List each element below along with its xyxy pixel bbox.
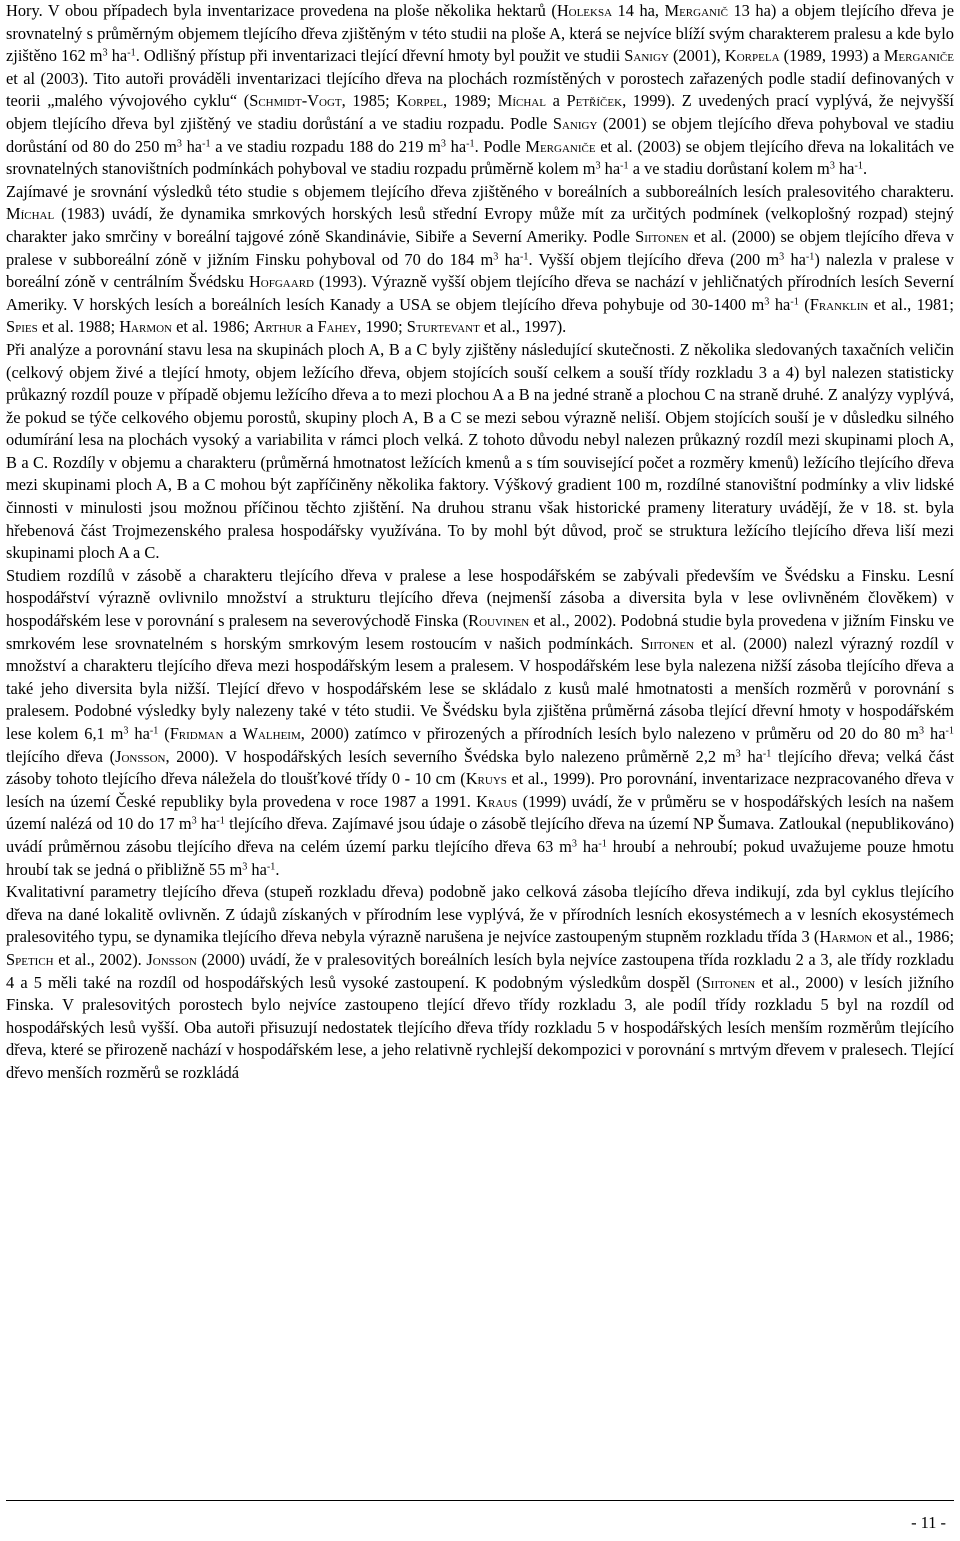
text-run: . (862, 159, 868, 179)
superscript: 3 (242, 860, 248, 872)
superscript: -1 (127, 47, 136, 59)
superscript: -1 (805, 250, 815, 262)
superscript: 3 (493, 250, 499, 262)
author-name: Arthur (253, 317, 302, 337)
text-run: (1999) uvádí, že v průměru se v hospodářských lesích na našem území nalézá od 10 do 17 m (6, 791, 955, 834)
text-run: a (223, 724, 243, 743)
text-run: ha (834, 159, 855, 179)
text-run: ha (600, 159, 621, 179)
text-run: et al., 2002). (53, 949, 147, 969)
text-run: tlejícího dřeva. Zajímavé jsou údaje o zásobě tlejícího dřeva na území NP Šumava. Zatloukal (nepublikováno) uvádí průměrnou zásobu tlejícího dřeva na celém území parku tlejícího dřeva 63 m (6, 814, 954, 856)
superscript: -1 (790, 296, 799, 308)
superscript: -1 (598, 838, 607, 850)
text-run: a ve stadiu rozpadu 188 do 219 m (210, 136, 441, 156)
text-run: (1989, 1993) a (779, 46, 884, 66)
author-name: Rouvinen (468, 611, 530, 631)
author-name: Jonsson (146, 949, 197, 969)
paragraph (6, 565, 954, 881)
text-run: et al., 2002). Podobná studie byla provedena v jižním Finsku ve smrkovém lese srovnatelném s horským smrkovým lesem rostoucím v našich podmínkách. (6, 611, 955, 653)
superscript: 3 (102, 47, 108, 59)
text-run: et al., 1997). (479, 317, 567, 337)
text-run: ha (128, 724, 150, 743)
text-run: ) nalezla v pralese v boreální zóně v centrálním Švédsku (6, 249, 954, 292)
superscript: -1 (202, 137, 211, 149)
text-run: et al., 2000) v lesích jižního Finska. V pralesovitých porostech bylo nejvíce zastoupeno tlející dřevo třídy rozkladu 3, ale podíl třídy rozkladu 5 byl na rozdíl od hospodářských lesů vyšší. Oba autoři přisuzují nedostatek tlejícího dřeva třídy rozkladu 5 v hospodářských lesích menším rozměrům tlejícího dřeva, které se přirozeně nachází v hospodářském lese, a jeho relativně rychlejší dekompozici v porovnání s mrtvým dřevem v pralesech. Tlející dřevo menších rozměrů se rozkládá (6, 972, 954, 1082)
text-run: Kvalitativní parametry tlejícího dřeva (stupeň rozkladu dřeva) podobně jako celková zásoba tlejícího dřeva indikují, zda byl cyklus tlejícího dřeva na dané lokalitě ovlivněn. Z údajů získaných v přírodním lese vyplývá, že v přírodních lesních ekosystémech a v lesních ekosystémech pralesovitého typu, se dynamika tlejícího dřeva nebyla výrazně narušena je nejvíce zastoupeným stupněm rozkladu třída 3 ( (6, 882, 954, 947)
author-name: Merganič (664, 1, 728, 20)
text-run: , 2000). V hospodářských lesích severního Švédska bylo nalezeno průměrně 2,2 m (165, 746, 736, 766)
author-name: Hofgaard (248, 272, 314, 292)
superscript: -1 (520, 250, 529, 262)
text-run: (2001), (668, 46, 725, 66)
text-run: ha (924, 724, 946, 743)
author-name: Kraus (476, 791, 518, 811)
superscript: 3 (919, 725, 925, 737)
text-run: ha (445, 136, 467, 156)
superscript: -1 (216, 815, 225, 827)
text-run: hroubí a nehroubí; pokud uvažujeme pouze hmotu hroubí tak se jedná o přibližně 55 m (6, 836, 954, 879)
paragraph (6, 181, 954, 339)
text-run: ha (181, 136, 203, 156)
text-run: ( (158, 724, 170, 743)
text-run: et al., 1999). Pro porovnání, inventarizace nezpracovaného dřeva v lesích na území České republiky byla provedena v roce 1987 a 1991. (6, 769, 954, 811)
author-name: Siitonen (640, 633, 695, 653)
text-run: tlejícího dřeva ( (6, 746, 116, 766)
text-run: ha (784, 249, 806, 269)
text-run: Zajímavé je srovnání výsledků této studie s objemem tlejícího dřeva zjištěného v boreálních a subboreálních lesích pralesovitého charakteru. (6, 181, 954, 201)
text-run: 13 ha) a objem tlejícího dřeva je srovnatelný s průměrným objemem tlejícího dřeva zjištěným v této studii na ploše A, která se nejvíce blíží svým charakterem pralesu a kde bylo zjištěno 162 m (6, 1, 954, 66)
text-run: tlejícího dřeva; velká část zásoby tohoto tlejícího dřeva náležela do tloušťkové třídy 0 - 10 cm ( (6, 746, 954, 789)
text-run: ha (196, 814, 217, 834)
text-run: . Podle (474, 136, 526, 156)
author-name: Sanigy (624, 46, 669, 66)
text-run: et al. 1988; (37, 317, 120, 337)
superscript: -1 (466, 137, 475, 149)
text-run: ha (498, 249, 521, 269)
text-run: ha (740, 746, 763, 766)
superscript: 3 (176, 137, 182, 149)
text-run: et al., 1981; (868, 294, 954, 314)
superscript: -1 (149, 725, 159, 737)
text-run: ha (107, 46, 128, 66)
text-run: Při analýze a porovnání stavu lesa na skupinách ploch A, B a C byly zjištěny následující skutečnosti. Z několika sledovaných taxačních veličin (celkový objem živé a tlející hmoty, objem ležícího dřeva, objem stojících souší celkem a souší třídy rozkladu 3 a 4) byl nalezen statisticky průkazný rozdíl pouze v případě objemu ležícího dřeva a to mezi plochou A a B na jedné straně a plochou C na straně druhé. Z analýzy vyplývá, že pokud se týče celkového objemu porostů, skupiny ploch A, B a C se mezi sebou výrazně neliší. Objem stojících souší je v důsledku silného odumírání lesa na plochách vysoký a variabilita v rámci ploch velká. Z tohoto důvodu nebyl nalezen průkazný rozdíl mezi skupinami ploch A, B a C. Rozdíly v objemu a charakteru (průměrná hmotnatost ležících kmenů a s tím související počet a rozměry kmenů) ležícího tlejícího dřeva mezi skupinami ploch A, B a C mohou být zapříčiněny několika faktory. Výškový gradient 100 m, rozdílné stanovištní podmínky a vliv lidské činnosti v minulosti jsou možnou příčinou těchto zjištění. Na druhou stranu však historické prameny literatury uvádějí, že v 18. st. byla hřebenová část Trojmezenského pralesa hospodářsky využívána. To by mohl být důvod, proč se struktura ležícího tlejícího dřeva liší mezi skupinami ploch A a C. (6, 339, 954, 563)
author-name: Petříček (566, 91, 623, 111)
text-run: a (545, 91, 567, 111)
text-run: a (301, 317, 318, 337)
text-run: (2000) uvádí, že v pralesovitých boreálních lesích byla nejvíce zastoupena třída rozkladu 2 a 3, ale třídy rozkladu 4 a 5 měli také na rozdíl od hospodářských lesů vysoké zastoupení. K podobným výsledkům dospěl ( (6, 949, 954, 992)
text-run: et al (2003). Tito autoři prováděli inventarizaci tlejícího dřeva na plochách rozmístěných v porostech zařazených podle stadií definovaných v teorii „malého vývojového cyklu“ ( (6, 68, 954, 111)
footer-rule (6, 1500, 954, 1501)
text-run: et al. (2000) se objem tlejícího dřeva v pralese v subboreální zóně v jižním Finsku pohyboval od 70 do 184 m (6, 226, 954, 269)
author-name: Fahey (317, 317, 358, 337)
superscript: 3 (764, 296, 770, 308)
page-number: - 11 - (911, 1513, 946, 1532)
text-run: 14 ha, (612, 1, 665, 20)
author-name: Siitonen (701, 972, 756, 992)
superscript: -1 (620, 160, 629, 172)
paragraph (6, 0, 954, 181)
author-name: Míchal (6, 204, 55, 224)
superscript: -1 (762, 748, 772, 760)
paragraph (6, 881, 954, 1084)
author-name: Fridman (169, 724, 224, 743)
superscript: -1 (854, 160, 863, 172)
author-name: Kruys (465, 769, 507, 789)
author-name: Spetich (6, 949, 54, 969)
author-name: Holeksa (556, 1, 613, 20)
superscript: -1 (266, 860, 276, 872)
superscript: 3 (829, 160, 835, 172)
author-name: Jonsson (115, 746, 166, 766)
author-name: Walheim (242, 724, 301, 743)
text-run: et al. 1986; (172, 317, 254, 337)
text-run: ( (798, 294, 810, 314)
text-run: (1993). Výrazně vyšší objem tlejícího dřeva se nachází v jehličnatých přírodních lesích Severní Ameriky. V horských lesích a boreálních lesích Kanady a USA se objem tlejícího dřeva pohybuje od 30-1400 m (6, 272, 955, 314)
text-run: et al. (2000) nalezl výrazný rozdíl v množství a charakteru tlejícího dřeva mezi hospodářským lesem a pralesem. V hospodářském lese byla nalezena nižší zásoba tlejícího dřeva a také jeho diversita byla nižší. Tlející dřevo v hospodářském lese se skládalo z kusů malé hmotnatosti a menších rozměrů v porovnání s pralesem. Podobné výsledky byly nalezeny také v této studii. Ve Švédsku byla zjištěna průměrná zásoba tlející dřevní hmoty v hospodářském lese kolem 6,1 m (6, 633, 954, 743)
author-name: Sanigy (552, 113, 598, 133)
text-run: . Odlišný přístup při inventarizaci tlející dřevní hmoty byl použit ve studii (135, 46, 625, 66)
author-name: Schmidt-Vogt (249, 91, 342, 111)
author-name: Korpel (396, 91, 444, 111)
superscript: -1 (945, 725, 954, 737)
author-name: Spies (6, 317, 38, 337)
paragraph (6, 339, 954, 565)
text-run: , 1999). Z uvedených prací vyplývá, že nejvyšší objem tlejícího dřeva byl zjištěný ve stadiu dorůstání a ve stadiu rozpadu. Podle (6, 91, 954, 133)
author-name: Merganiče (883, 46, 954, 66)
superscript: 3 (191, 815, 197, 827)
author-name: Harmon (819, 927, 873, 947)
superscript: 3 (595, 160, 601, 172)
text-run: Hory. V obou případech byla inventarizace provedena na ploše několika hektarů ( (6, 1, 557, 20)
author-name: Franklin (809, 294, 869, 314)
text-run: . (275, 859, 280, 879)
author-name: Míchal (497, 91, 546, 111)
author-name: Siitonen (635, 226, 689, 246)
superscript: 3 (123, 725, 129, 737)
text-run: , 1989; (443, 91, 498, 111)
text-run: ha (769, 294, 791, 314)
superscript: 3 (571, 838, 577, 850)
text-run: ha (577, 836, 599, 856)
text-run: , 2000) zatímco v přirozených a přírodních lesích bylo nalezeno v průměru od 20 do 80 m (300, 724, 920, 743)
text-run: (2001) se objem tlejícího dřeva pohyboval ve stadiu dorůstání od 80 do 250 m (6, 113, 954, 156)
text-run: . Vyšší objem tlejícího dřeva (200 m (528, 249, 780, 269)
text-run: et al., 1986; (872, 927, 955, 947)
text-run: (1983) uvádí, že dynamika smrkových horských lesů střední Evropy může mít za určitých podmínek (velkoplošný rozpad) stejný charakter jako smrčiny v boreální tajgové zóně Skandinávie, Sibiře a Severní Ameriky. Podle (6, 204, 954, 246)
text-run: , 1985; (341, 91, 397, 111)
author-name: Merganiče (525, 136, 596, 156)
text-run: et al. (2003) se objem tlejícího dřeva na lokalitách ve srovnatelných stanovištních podmínkách pohyboval ve stadiu rozpadu průměrně kolem m (6, 136, 954, 179)
author-name: Sturtevant (406, 317, 480, 337)
text-run: , 1990; (357, 317, 407, 337)
author-name: Harmon (119, 317, 173, 337)
superscript: 3 (440, 137, 446, 149)
author-name: Korpela (724, 46, 780, 66)
superscript: 3 (779, 250, 785, 262)
text-run: a ve stadiu dorůstaní kolem m (628, 159, 830, 179)
text-run: Studiem rozdílů v zásobě a charakteru tlejícího dřeva v pralese a lese hospodářském se zabývali především ve Švédsku a Finsku. Lesní hospodářství výrazně ovlivnilo množství a strukturu tlejícího dřeva (nejmenší zásoba a diversita byla v lese ovlivněném člověkem) v hospodářském lese v porovnání s pralesem na severovýchodě Finska ( (6, 565, 954, 631)
document-body (6, 0, 954, 1085)
text-run: ha (247, 859, 267, 879)
superscript: 3 (735, 748, 741, 760)
